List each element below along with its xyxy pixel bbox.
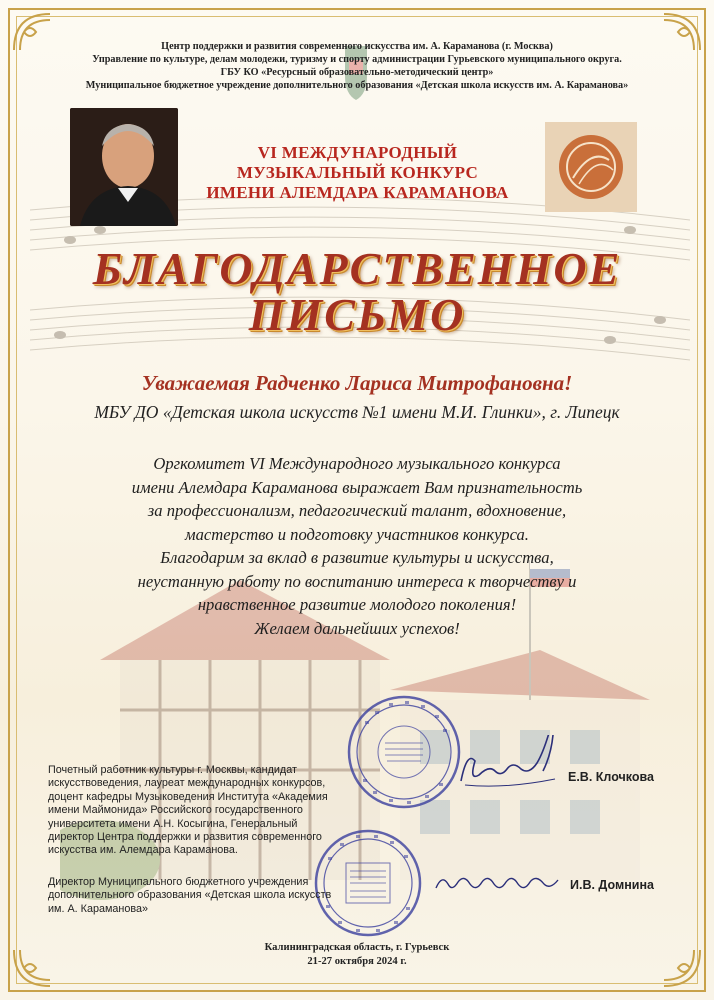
corner-ornament-icon	[662, 948, 704, 990]
credential-line: дополнительного образования «Детская школа искусств	[48, 889, 332, 902]
document-title-line: ПИСЬМО	[248, 289, 466, 340]
credential-line: искусства им. Алемдара Караманова.	[48, 844, 238, 857]
body-line: неустанную работу по воспитанию интереса к творчеству и	[137, 571, 577, 591]
signature-domnina	[432, 870, 562, 900]
document-title	[60, 243, 654, 340]
signature-klochkova	[455, 735, 565, 795]
contest-title-line: ИМЕНИ АЛЕМДАРА КАРАМАНОВА	[206, 183, 509, 202]
credential-line: директор Центра поддержки и развития современного	[48, 831, 322, 844]
corner-ornament-icon	[662, 10, 704, 52]
header-line: Центр поддержки и развития современного искусства им. А. Караманова (г. Москва)	[161, 41, 553, 52]
body-line: Желаем дальнейших успехов!	[254, 618, 460, 638]
addressee-greeting: Уважаемая Радченко Лариса Митрофановна!	[141, 371, 573, 395]
footer-place: Калининградская область, г. Гурьевск	[264, 942, 450, 953]
credential-line: Почетный работник культуры г. Москвы, кандидат	[48, 764, 297, 776]
body-line: мастерство и подготовку участников конкурса.	[185, 524, 529, 544]
header-line: Муниципальное бюджетное учреждение дополнительного образования «Детская школа искусств им. А. Караманова»	[85, 80, 629, 91]
credential-line: Директор Муниципального бюджетного учреждения	[48, 876, 309, 888]
body-line: Благодарим за вклад в развитие культуры и искусства,	[160, 548, 554, 567]
credential-line: университета имени А.Н. Косыгина, Генеральный	[48, 817, 298, 830]
body-line: имени Алемдара Караманова выражает Вам признательность	[131, 477, 583, 497]
credential-line: искусствоведения, лауреат международных конкурсов,	[48, 777, 326, 790]
recipient-organization: МБУ ДО «Детская школа искусств №1 имени М.И. Глинки», г. Липецк	[94, 402, 620, 422]
contest-logo-icon	[545, 122, 637, 212]
portrait-photo	[70, 108, 178, 226]
document-title-line: БЛАГОДАРСТВЕННОЕ	[92, 243, 622, 294]
corner-ornament-icon	[10, 948, 52, 990]
organizers-header	[50, 40, 664, 92]
signatory-2-credentials	[48, 876, 348, 916]
body-line: за профессионализм, педагогический талант, вдохновение,	[147, 501, 567, 520]
corner-ornament-icon	[10, 10, 52, 52]
body-line: Оргкомитет VI Международного музыкального конкурса	[153, 454, 561, 473]
contest-title-line: МУЗЫКАЛЬНЫЙ КОНКУРС	[236, 163, 479, 182]
letter-body	[60, 452, 654, 640]
footer-dates: 21-27 октября 2024 г.	[307, 955, 407, 967]
signatory-1-credentials	[48, 764, 348, 858]
credential-line: имени Маймонида» Российского государственного	[48, 804, 303, 817]
place-and-date	[170, 941, 544, 968]
header-line: ГБУ КО «Ресурсный образовательно-методический центр»	[220, 67, 494, 78]
round-stamp-center	[345, 693, 463, 811]
body-line: нравственное развитие молодого поколения!	[197, 595, 517, 614]
signatory-2-name: И.В. Домнина	[570, 878, 654, 892]
header-line: Управление по культуре, делам молодежи, туризму и спорту администрации Гурьевского муниципального округа.	[92, 54, 622, 65]
signatory-1-name: Е.В. Клочкова	[568, 770, 654, 784]
contest-title	[185, 143, 530, 203]
credential-line: им. А. Караманова»	[48, 902, 148, 915]
contest-title-line: VI МЕЖДУНАРОДНЫЙ	[257, 143, 458, 162]
credential-line: доцент кафедры Музыковедения Института «Академия	[48, 790, 328, 803]
